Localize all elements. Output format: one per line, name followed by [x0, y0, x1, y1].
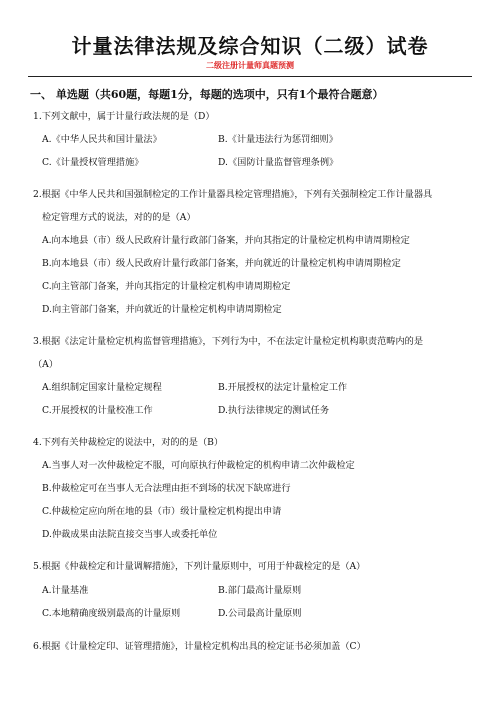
question-4-stem: 4.下列有关仲裁检定的说法中，对的的是（B）: [33, 437, 224, 448]
page-title: 计量法律法规及综合知识（二级）试卷: [71, 34, 429, 58]
section-heading: 一、 单选题（共60题，每题1分，每题的选项中，只有1个最符合题意）: [30, 88, 384, 101]
question-1-option-b: B.《计量违法行为惩罚细则》: [218, 134, 338, 145]
question-2-option-a: A.向本地县（市）级人民政府计量行政部门备案，并向其指定的计量检定机构申请周期检定: [42, 235, 410, 246]
question-3-option-b: B.开展授权的法定计量检定工作: [218, 382, 348, 393]
question-2-option-b: B.向本地县（市）级人民政府计量行政部门备案，并向就近的计量检定机构申请周期检定: [42, 258, 401, 269]
question-3-stem-line-1: 3.根据《法定计量检定机构监督管理措施》，下列行为中，不在法定计量检定机构职责范畴内的是: [33, 336, 424, 347]
question-4-option-d: D.仲裁成果由法院直接交当事人或委托单位: [42, 529, 218, 540]
question-6-stem: 6.根据《计量检定印、证管理措施》，计量检定机构出具的检定证书必须加盖（C）: [33, 641, 366, 652]
question-4-option-a: A.当事人对一次仲裁检定不服，可向原执行仲裁检定的机构申请二次仲裁检定: [42, 460, 355, 471]
header-divider: [28, 76, 472, 77]
question-5-option-a: A.计量基准: [42, 585, 89, 596]
question-2-stem-line-2: 检定管理方式的说法，对的的是（A）: [42, 212, 196, 223]
question-2-stem-line-1: 2.根据《中华人民共和国强制检定的工作计量器具检定管理措施》，下列有关强制检定工作计量器具: [33, 189, 433, 200]
question-3-option-a: A.组织制定国家计量检定规程: [42, 382, 162, 393]
question-5-option-c: C.本地精确度级别最高的计量原则: [42, 608, 181, 619]
question-2-option-c: C.向主管部门备案，并向其指定的计量检定机构申请周期检定: [42, 281, 291, 292]
question-5-option-b: B.部门最高计量原则: [218, 585, 302, 596]
question-3-stem-line-2: （A）: [33, 359, 59, 370]
question-5-stem: 5.根据《仲裁检定和计量调解措施》，下列计量原则中，可用于仲裁检定的是（A）: [33, 561, 366, 572]
question-4-option-c: C.仲裁检定应向所在地的县（市）级计量检定机构提出申请: [42, 506, 282, 517]
question-1-stem: 1.下列文献中，属于计量行政法规的是（D）: [33, 111, 215, 122]
question-5-option-d: D.公司最高计量原则: [218, 608, 302, 619]
question-3-option-d: D.执行法律规定的测试任务: [218, 405, 330, 416]
question-1-option-c: C.《计量授权管理措施》: [42, 157, 144, 168]
question-2-option-d: D.向主管部门备案，并向就近的计量检定机构申请周期检定: [42, 304, 282, 315]
question-4-option-b: B.仲裁检定可在当事人无合法理由拒不到场的状况下缺席进行: [42, 483, 291, 494]
question-1-option-d: D.《国防计量监督管理条例》: [218, 157, 339, 168]
page-subtitle: 二级注册计量师真题预测: [206, 60, 294, 70]
question-3-option-c: C.开展授权的计量校准工作: [42, 405, 153, 416]
question-1-option-a: A.《中华人民共和国计量法》: [42, 134, 162, 145]
